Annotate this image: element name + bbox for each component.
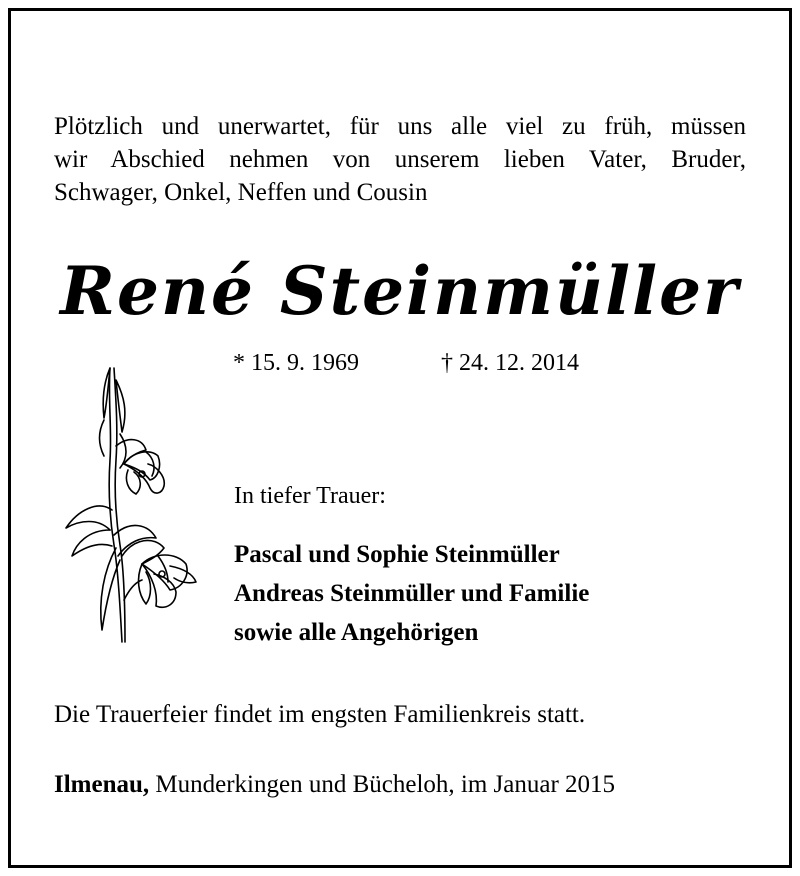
intro-line-2: wir Abschied nehmen von unserem lieben Vater, Bruder, bbox=[54, 146, 746, 173]
mourner-line-2: Andreas Steinmüller und Familie bbox=[234, 580, 590, 607]
birth-date: * 15. 9. 1969 bbox=[233, 350, 359, 376]
deceased-name: René Steinmüller bbox=[60, 252, 740, 330]
intro-line-1: Plötzlich und unerwartet, für uns alle viel zu früh, müssen bbox=[54, 113, 746, 140]
iris-flower-icon bbox=[58, 360, 203, 650]
death-date: † 24. 12. 2014 bbox=[441, 350, 579, 376]
funeral-service-note: Die Trauerfeier findet im engsten Familienkreis statt. bbox=[54, 701, 586, 728]
place-rest: Munderkingen und Bücheloh, im Januar 2015 bbox=[149, 771, 616, 798]
life-dates bbox=[233, 350, 579, 377]
mourning-label: In tiefer Trauer: bbox=[234, 483, 386, 509]
intro-text bbox=[54, 110, 746, 209]
place-and-date bbox=[54, 771, 615, 799]
place-city: Ilmenau, bbox=[54, 771, 150, 798]
intro-line-3: Schwager, Onkel, Neffen und Cousin bbox=[54, 179, 428, 206]
mourners-list bbox=[234, 535, 589, 652]
mourner-line-3: sowie alle Angehörigen bbox=[234, 619, 479, 646]
mourner-line-1: Pascal und Sophie Steinmüller bbox=[234, 541, 560, 568]
